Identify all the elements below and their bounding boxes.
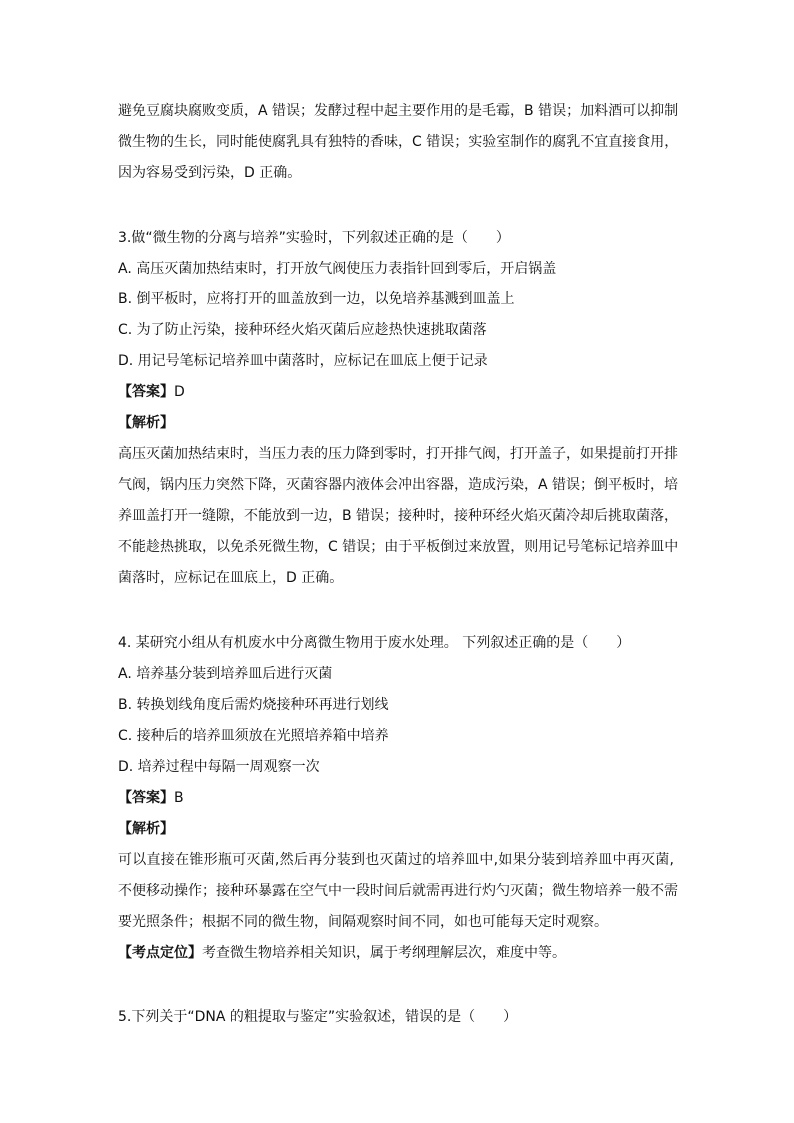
question-3-answer	[118, 382, 185, 402]
question-3-analysis	[118, 439, 679, 594]
question-4-answer	[118, 788, 184, 808]
question-4-option-a: A. 培养基分装到培养皿后进行灭菌	[118, 666, 333, 682]
question-3-option-b: B. 倒平板时，应将打开的皿盖放到一边，以免培养基溅到皿盖上	[118, 291, 515, 307]
answer-value: D	[174, 384, 185, 400]
text-line: 要光照条件；根据不同的微生物，间隔观察时间不同，如也可能每天定时观察。	[118, 914, 608, 930]
question-4-option-b: B. 转换划线角度后需灼烧接种环再进行划线	[118, 697, 389, 713]
text-line: 避免豆腐块腐败变质，A 错误；发酵过程中起主要作用的是毛霉，B 错误；加料酒可以抑制	[118, 103, 679, 119]
kaodian-text: 考查微生物培养相关知识，属于考纲理解层次，难度中等。	[202, 945, 566, 961]
question-3-analysis-label: 【解析】	[118, 415, 174, 431]
prev-analysis-paragraph	[118, 96, 679, 189]
text-line: 不便移动操作；接种环暴露在空气中一段时间后就需再进行灼勺灭菌；微生物培养一般不需	[118, 883, 678, 899]
text-line: 因为容易受到污染，D 正确。	[118, 165, 302, 181]
answer-label: 【答案】	[118, 790, 174, 806]
text-line: 菌落时，应标记在皿底上，D 正确。	[118, 570, 344, 586]
question-4-option-d: D. 培养过程中每隔一周观察一次	[118, 759, 320, 775]
answer-value: B	[174, 790, 184, 806]
kaodian-label: 【考点定位】	[118, 945, 202, 961]
question-4-analysis-label: 【解析】	[118, 821, 174, 837]
question-3-option-a: A. 高压灭菌加热结束时，打开放气阀使压力表指针回到零后，开启锅盖	[118, 261, 557, 277]
text-line: 养皿盖打开一缝隙，不能放到一边，B 错误；接种时，接种环经火焰灭菌冷却后挑取菌落，	[118, 508, 679, 524]
question-4-analysis	[118, 845, 678, 938]
text-line: 不能趁热挑取，以免杀死微生物，C 错误；由于平板倒过来放置，则用记号笔标记培养皿中	[118, 539, 679, 555]
question-4-stem: 4. 某研究小组从有机废水中分离微生物用于废水处理。 下列叙述正确的是（ ）	[118, 635, 631, 651]
text-line: 气阀，锅内压力突然下降，灭菌容器内液体会冲出容器，造成污染，A 错误；倒平板时，培	[118, 477, 679, 493]
question-4-option-c: C. 接种后的培养皿须放在光照培养箱中培养	[118, 728, 389, 744]
question-4-kaodian	[118, 943, 566, 963]
question-5-stem: 5.下列关于“DNA 的粗提取与鉴定”实验叙述，错误的是（ ）	[118, 1009, 518, 1025]
question-3-stem: 3.做“微生物的分离与培养”实验时，下列叙述正确的是（ ）	[118, 230, 510, 246]
text-line: 微生物的生长，同时能使腐乳具有独特的香味，C 错误；实验室制作的腐乳不宜直接食用，	[118, 134, 679, 150]
text-line: 高压灭菌加热结束时，当压力表的压力降到零时，打开排气阀，打开盖子，如果提前打开排	[118, 446, 678, 462]
question-3-option-c: C. 为了防止污染，接种环经火焰灭菌后应趁热快速挑取菌落	[118, 322, 487, 338]
answer-label: 【答案】	[118, 384, 174, 400]
question-3-option-d: D. 用记号笔标记培养皿中菌落时，应标记在皿底上便于记录	[118, 353, 488, 369]
text-line: 可以直接在锥形瓶可灭菌,然后再分装到也灭菌过的培养皿中,如果分装到培养皿中再灭菌,	[118, 852, 674, 868]
